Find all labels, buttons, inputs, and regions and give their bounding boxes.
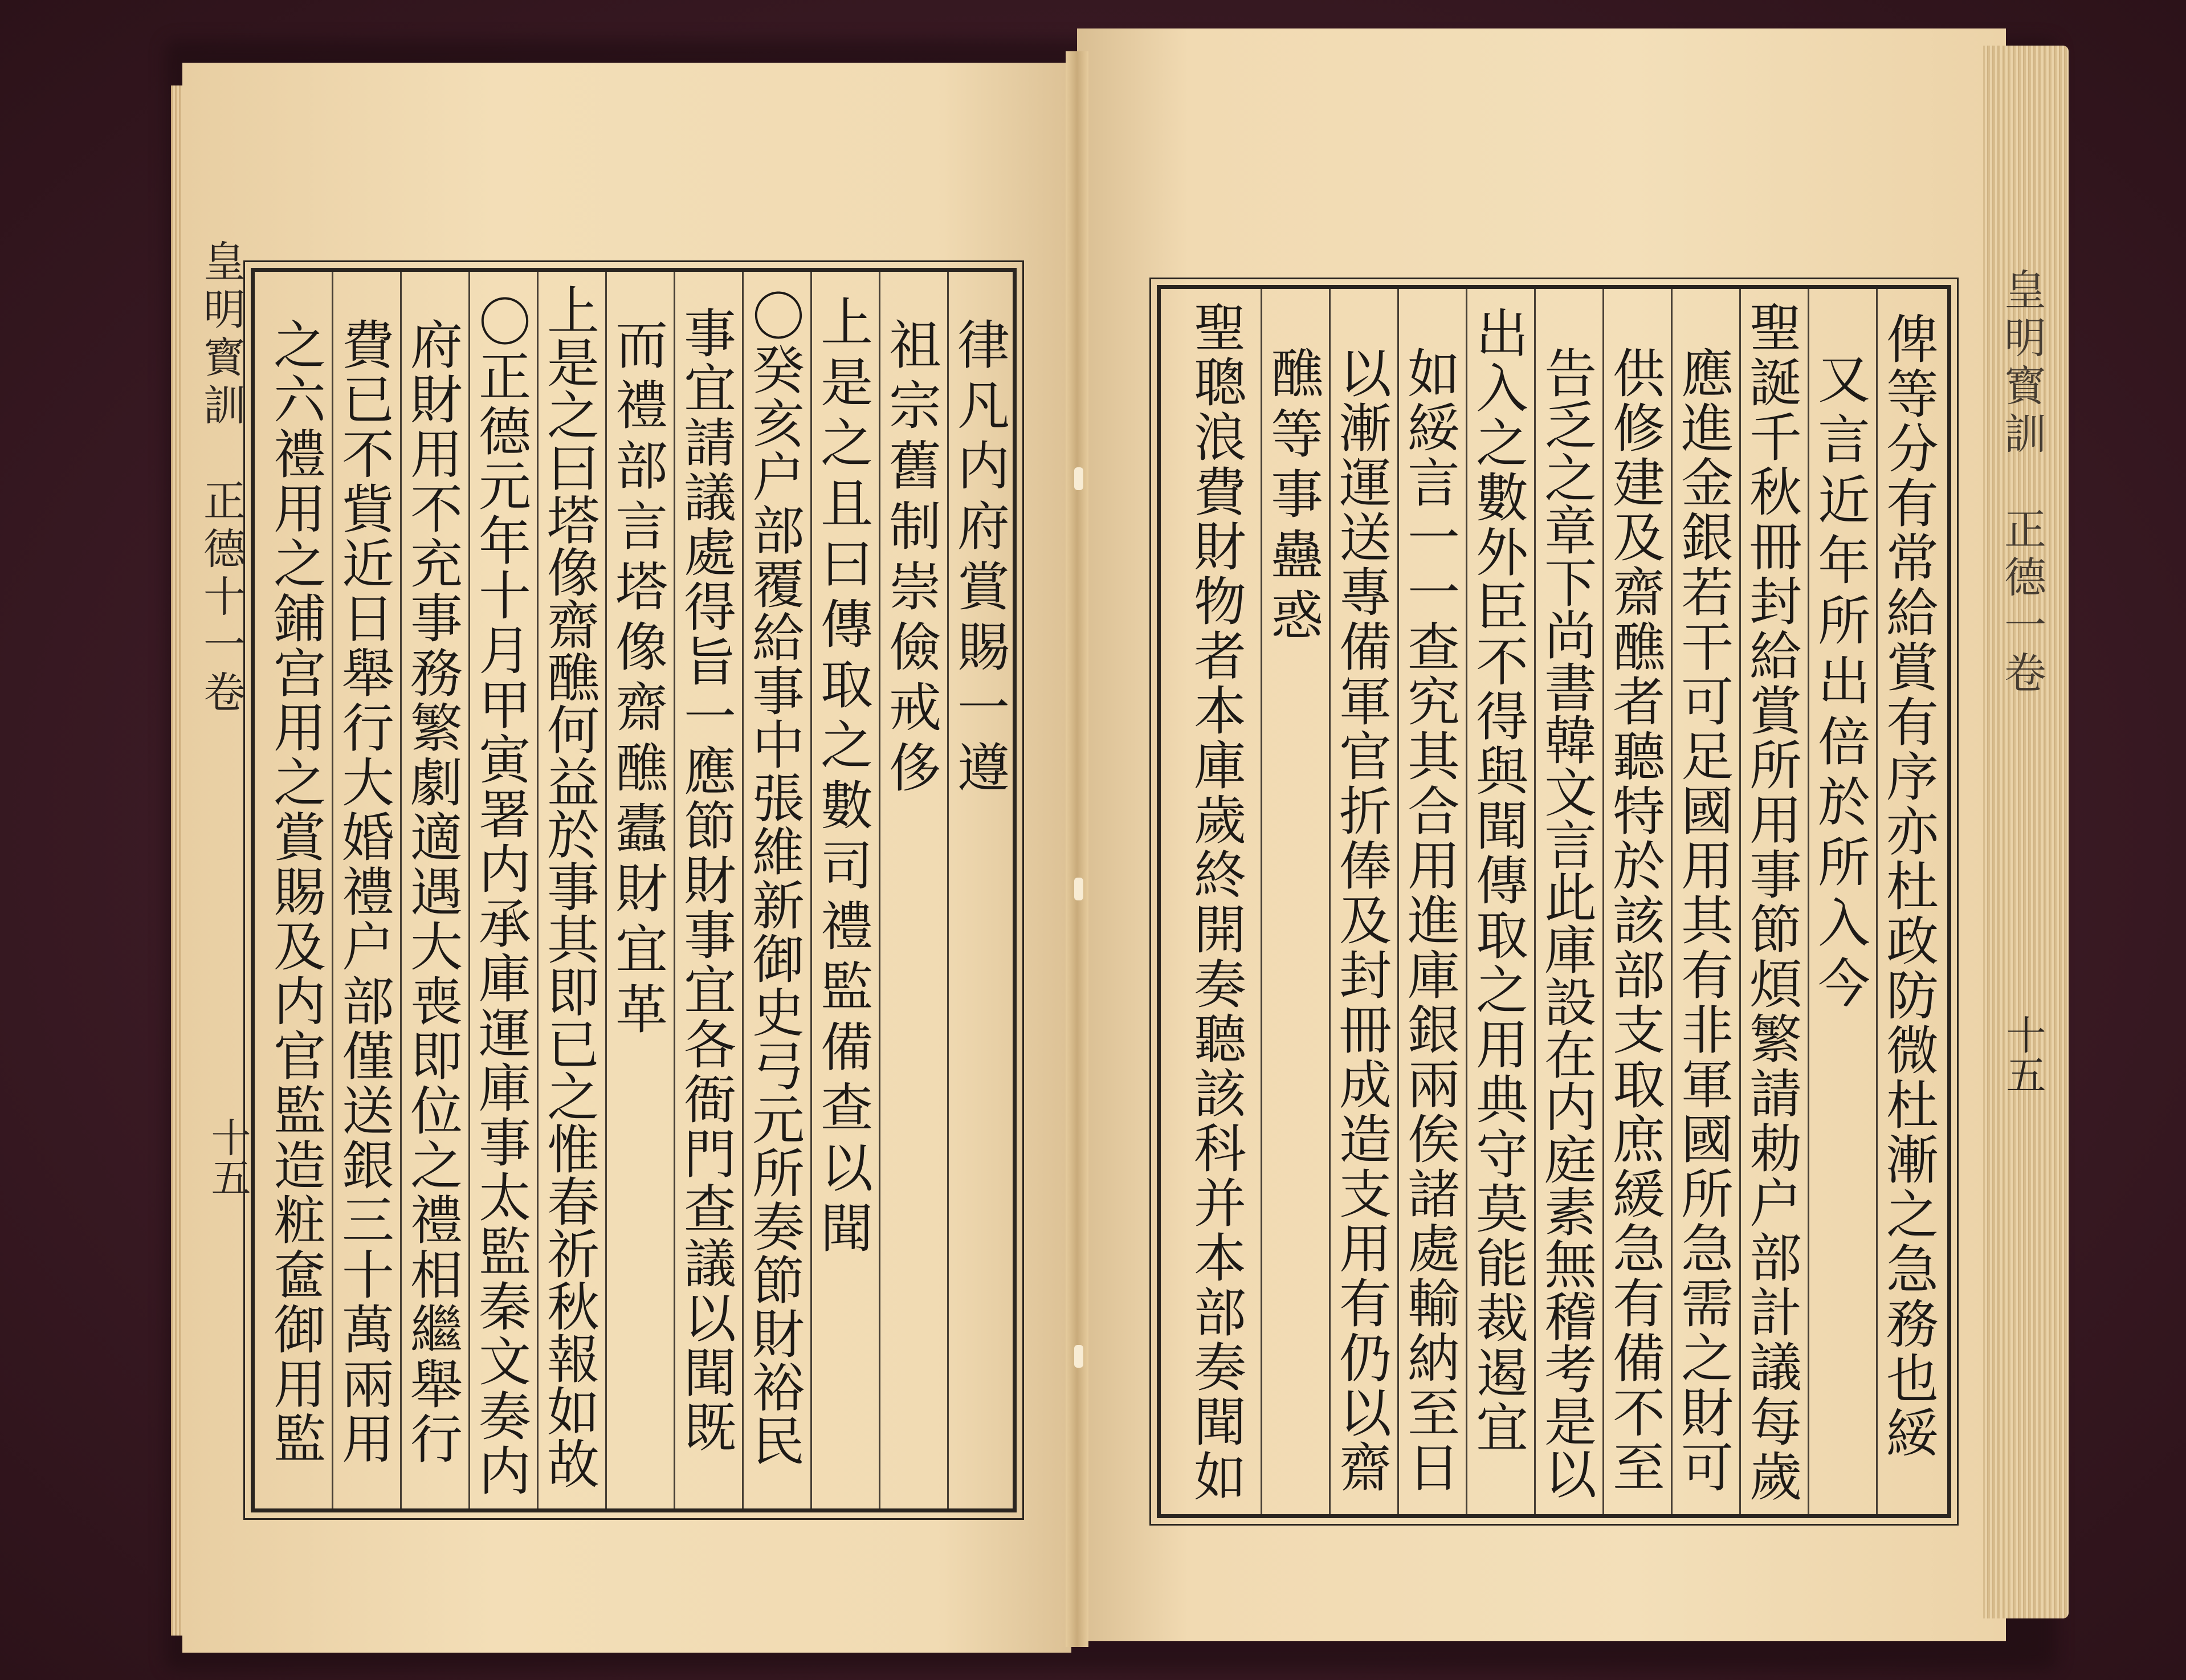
binding-thread — [1074, 467, 1083, 490]
text-column: 上是之且曰傳取之數司禮監備查以聞 — [812, 295, 873, 1261]
text-column: 祖宗舊制崇儉戒侈 — [880, 317, 941, 801]
text-column: 而禮部言塔像齋醮蠹財宜革 — [607, 317, 668, 1042]
left-margin-heading: 皇明寳訓 正德十一卷 — [197, 239, 246, 718]
text-column: 出入之數外臣不得與聞傳取之用典守莫能裁遏宜 — [1467, 306, 1528, 1455]
text-column: 之六禮用之鋪宫用之賞賜及内官監造粧奩御用監 — [265, 317, 326, 1466]
text-column: 醮等事蠱惑 — [1262, 346, 1323, 648]
text-column: 事宜請議處得旨一應節財事宜各衙門查議以聞既 — [675, 306, 736, 1455]
text-column: 費已不貲近日舉行大婚禮户部僅送銀三十萬兩用 — [333, 317, 394, 1466]
right-margin-heading: 皇明寳訓 正德一卷 — [1997, 268, 2046, 699]
text-column: 告乏之章下尚書韓文言此庫設在内庭素無稽考是以 — [1536, 346, 1597, 1499]
text-column: 如綏言一一查究其合用進庫銀兩俟諸處輸納至日 — [1399, 346, 1460, 1495]
text-column: 律凡内府賞賜一遵 — [949, 317, 1010, 801]
text-column: 上是之曰塔像齋醮何益於事其即已之惟春祈秋報如故 — [539, 283, 599, 1489]
text-column: 府財用不充事務繁劇適遇大喪即位之禮相繼舉行 — [402, 317, 463, 1466]
left-page-number: 十五 — [205, 1117, 251, 1197]
text-column: 〇癸亥户部覆給事中張維新御史弓元所奏節財裕民 — [744, 289, 805, 1467]
right-text-frame — [1157, 285, 1951, 1518]
text-column: 又言近年所出倍於所入今 — [1809, 352, 1870, 1016]
text-column: 俾等分有常給賞有序亦杜政防微杜漸之急務也綏 — [1878, 312, 1939, 1461]
text-column: 以漸運送專備軍官折俸及封冊成造支用有仍以齋 — [1331, 346, 1392, 1495]
binding-thread — [1074, 1345, 1083, 1368]
left-text-frame — [251, 268, 1017, 1512]
text-column: 聖聰浪費財物者本庫歲終開奏聽該科并本部奏聞如 — [1185, 300, 1246, 1504]
book-gutter — [1066, 51, 1088, 1647]
text-column: 應進金銀若干可足國用其有非軍國所急需之財可 — [1673, 346, 1734, 1495]
text-column: 聖誕千秋冊封給賞所用事節煩繁請勅户部計議每歲 — [1741, 300, 1802, 1504]
binding-thread — [1074, 878, 1083, 900]
text-column: 供修建及齋醮者聽特於該部支取庶緩急有備不至 — [1604, 346, 1665, 1495]
text-column: 〇正德元年十月甲寅署内承庫運庫事太監秦文奏内 — [470, 295, 531, 1498]
right-page-number: 十五 — [2000, 1014, 2046, 1094]
